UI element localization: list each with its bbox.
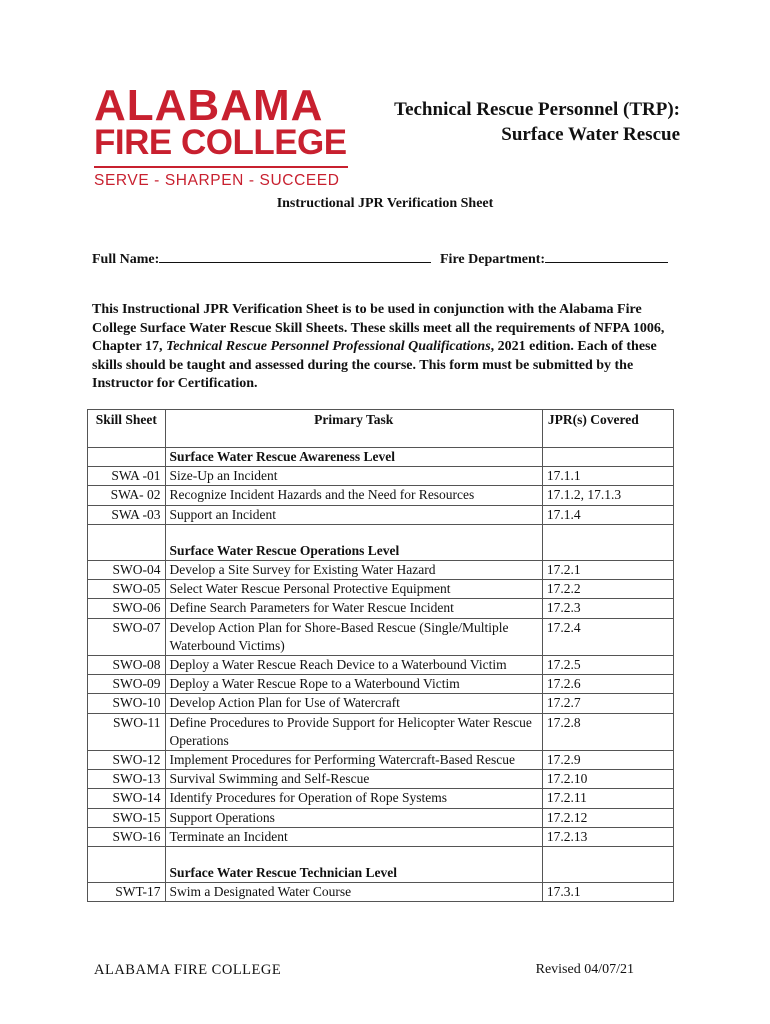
table-row bbox=[88, 580, 674, 599]
instructions-paragraph bbox=[92, 301, 677, 394]
revised-date: Revised 04/07/21 bbox=[535, 962, 634, 977]
skill-code: SWT-17 bbox=[88, 883, 166, 902]
document-title bbox=[394, 97, 680, 147]
jpr-value: 17.2.7 bbox=[542, 694, 673, 713]
jpr-value: 17.1.2, 17.1.3 bbox=[542, 486, 673, 505]
jpr-value: 17.2.1 bbox=[542, 561, 673, 580]
task-text: Swim a Designated Water Course bbox=[165, 883, 542, 902]
jpr-value: 17.2.11 bbox=[542, 789, 673, 808]
skill-code: SWO-12 bbox=[88, 751, 166, 770]
full-name-field[interactable] bbox=[92, 250, 431, 268]
level-title: Surface Water Rescue Operations Level bbox=[165, 542, 542, 561]
table-row bbox=[88, 808, 674, 827]
jpr-value: 17.1.4 bbox=[542, 505, 673, 524]
jpr-value: 17.2.4 bbox=[542, 618, 673, 655]
fire-department-label: Fire Department: bbox=[440, 252, 546, 267]
level-title: Surface Water Rescue Technician Level bbox=[165, 864, 542, 883]
intro-italic: Technical Rescue Personnel Professional Qualifications bbox=[166, 339, 491, 354]
fire-department-field[interactable] bbox=[440, 250, 668, 268]
task-text: Define Procedures to Provide Support for Helicopter Water Rescue Operations bbox=[165, 713, 542, 750]
task-text: Develop Action Plan for Use of Watercraft bbox=[165, 694, 542, 713]
skill-code: SWO-05 bbox=[88, 580, 166, 599]
task-text: Size-Up an Incident bbox=[165, 467, 542, 486]
skill-code: SWA -01 bbox=[88, 467, 166, 486]
intro-text-1: This Instructional JPR Verification Sheet is to be used in conjunction with the Alabama Fire College Surface Water Rescue Skill Sheets. These skills meet all the requirements of NFPA 1006, Chapter 17, bbox=[92, 302, 665, 354]
table-header-row bbox=[88, 410, 674, 448]
jpr-value: 17.2.2 bbox=[542, 580, 673, 599]
skill-code: SWO-11 bbox=[88, 713, 166, 750]
skill-code: SWO-08 bbox=[88, 656, 166, 675]
table-row bbox=[88, 751, 674, 770]
logo-tagline: SERVE - SHARPEN - SUCCEED bbox=[94, 172, 340, 189]
full-name-label: Full Name: bbox=[92, 252, 160, 267]
table-row bbox=[88, 656, 674, 675]
jpr-value: 17.3.1 bbox=[542, 883, 673, 902]
skill-code: SWO-07 bbox=[88, 618, 166, 655]
task-text: Recognize Incident Hazards and the Need for Resources bbox=[165, 486, 542, 505]
skill-code: SWO-04 bbox=[88, 561, 166, 580]
task-text: Support an Incident bbox=[165, 505, 542, 524]
table-row bbox=[88, 713, 674, 750]
skill-code: SWO-13 bbox=[88, 770, 166, 789]
task-text: Survival Swimming and Self-Rescue bbox=[165, 770, 542, 789]
jpr-value: 17.2.10 bbox=[542, 770, 673, 789]
task-text: Define Search Parameters for Water Rescue Incident bbox=[165, 599, 542, 618]
jpr-value: 17.2.12 bbox=[542, 808, 673, 827]
jpr-value: 17.2.5 bbox=[542, 656, 673, 675]
task-text: Deploy a Water Rescue Reach Device to a Waterbound Victim bbox=[165, 656, 542, 675]
task-text: Implement Procedures for Performing Watercraft-Based Rescue bbox=[165, 751, 542, 770]
footer-logo: ALABAMA FIRE COLLEGE bbox=[94, 962, 282, 978]
spacer-row bbox=[88, 524, 674, 542]
title-line-2: Surface Water Rescue bbox=[501, 124, 680, 145]
table-row bbox=[88, 505, 674, 524]
skill-code: SWO-15 bbox=[88, 808, 166, 827]
table-row bbox=[88, 883, 674, 902]
table-row bbox=[88, 827, 674, 846]
header-jprs-covered: JPR(s) Covered bbox=[542, 410, 673, 448]
header-skill-sheet: Skill Sheet bbox=[88, 410, 166, 448]
fire-department-blank[interactable] bbox=[545, 250, 668, 263]
level-row-awareness bbox=[88, 448, 674, 467]
level-row-operations bbox=[88, 542, 674, 561]
skill-code: SWO-10 bbox=[88, 694, 166, 713]
task-text: Develop Action Plan for Shore-Based Rescue (Single/Multiple Waterbound Victims) bbox=[165, 618, 542, 655]
table-row bbox=[88, 618, 674, 655]
skill-code: SWA- 02 bbox=[88, 486, 166, 505]
full-name-blank[interactable] bbox=[159, 250, 431, 263]
table-row bbox=[88, 789, 674, 808]
alabama-fire-college-logo bbox=[94, 81, 350, 189]
level-row-technician bbox=[88, 864, 674, 883]
spacer-row bbox=[88, 847, 674, 865]
table-row bbox=[88, 467, 674, 486]
table-row bbox=[88, 486, 674, 505]
jpr-value: 17.2.8 bbox=[542, 713, 673, 750]
logo-divider bbox=[94, 166, 348, 168]
intro-text-2: , 2021 edition. Each of these skills should be taught and assessed during the course. This form must be submitted by the Instructor for Certification. bbox=[92, 339, 657, 391]
task-text: Terminate an Incident bbox=[165, 827, 542, 846]
jpr-value: 17.2.3 bbox=[542, 599, 673, 618]
header-primary-task: Primary Task bbox=[165, 410, 542, 448]
jpr-value: 17.2.6 bbox=[542, 675, 673, 694]
skill-code: SWO-09 bbox=[88, 675, 166, 694]
table-row bbox=[88, 770, 674, 789]
skill-code: SWO-16 bbox=[88, 827, 166, 846]
jpr-value: 17.1.1 bbox=[542, 467, 673, 486]
jpr-table bbox=[87, 409, 674, 902]
skill-code: SWA -03 bbox=[88, 505, 166, 524]
task-text: Support Operations bbox=[165, 808, 542, 827]
level-title: Surface Water Rescue Awareness Level bbox=[165, 448, 542, 467]
jpr-value: 17.2.13 bbox=[542, 827, 673, 846]
table-row bbox=[88, 599, 674, 618]
title-line-1: Technical Rescue Personnel (TRP): bbox=[394, 99, 680, 120]
table-row bbox=[88, 561, 674, 580]
logo-line-fire-college: FIRE COLLEGE bbox=[94, 123, 347, 162]
task-text: Select Water Rescue Personal Protective Equipment bbox=[165, 580, 542, 599]
skill-code: SWO-14 bbox=[88, 789, 166, 808]
logo-line-alabama: ALABAMA bbox=[94, 81, 324, 130]
task-text: Deploy a Water Rescue Rope to a Waterbound Victim bbox=[165, 675, 542, 694]
task-text: Identify Procedures for Operation of Rope Systems bbox=[165, 789, 542, 808]
skill-code: SWO-06 bbox=[88, 599, 166, 618]
jpr-value: 17.2.9 bbox=[542, 751, 673, 770]
table-row bbox=[88, 694, 674, 713]
task-text: Develop a Site Survey for Existing Water Hazard bbox=[165, 561, 542, 580]
table-row bbox=[88, 675, 674, 694]
sheet-subtitle: Instructional JPR Verification Sheet bbox=[276, 196, 494, 211]
